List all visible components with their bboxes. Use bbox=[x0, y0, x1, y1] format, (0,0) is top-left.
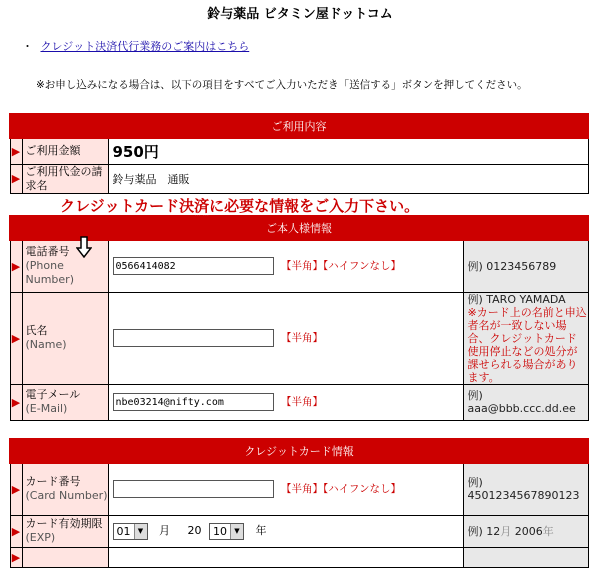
triangle-right-icon: ▶ bbox=[10, 384, 22, 420]
card-number-example-cell bbox=[463, 463, 588, 515]
instructions: ※お申し込みになる場合は、以下の項目をすべてご入力いただき「送信する」ボタンを押してください。 bbox=[36, 79, 528, 91]
personal-header: ご本人様情報 bbox=[10, 216, 588, 240]
exp-label: カード有効期限 bbox=[25, 517, 103, 530]
email-example-cell bbox=[463, 384, 588, 420]
chevron-down-icon: ▼ bbox=[134, 524, 147, 539]
exp-example-year-unit: 年 bbox=[542, 524, 554, 538]
card-number-req: 【半角】【ハイフンなし】 bbox=[281, 483, 402, 496]
next-value-cell bbox=[108, 547, 463, 567]
amount-value: 950円 bbox=[112, 142, 159, 161]
triangle-right-icon: ▶ bbox=[10, 463, 22, 515]
next-example-cell bbox=[463, 547, 588, 567]
next-label-cell bbox=[22, 547, 108, 567]
card-number-example: 4501234567890123 bbox=[467, 489, 580, 503]
arrow-down-icon bbox=[76, 236, 92, 258]
card-number-input[interactable] bbox=[113, 480, 274, 498]
phone-label-cell bbox=[22, 240, 108, 292]
exp-month-unit: 月 bbox=[159, 524, 170, 538]
claim-value: 鈴与薬品 通販 bbox=[108, 164, 588, 193]
amount-label: ご利用金額 bbox=[22, 138, 108, 164]
exp-year-unit: 年 bbox=[255, 524, 267, 538]
exp-example-prefix: 例) 12 bbox=[467, 524, 501, 538]
card-number-example-prefix: 例) bbox=[467, 476, 483, 490]
card-header: クレジットカード情報 bbox=[10, 439, 588, 463]
bullet-icon: ・ bbox=[22, 40, 33, 53]
personal-table bbox=[9, 215, 589, 421]
triangle-right-icon: ▶ bbox=[10, 240, 22, 292]
name-example-cell bbox=[463, 292, 588, 384]
usage-table bbox=[9, 113, 589, 194]
email-input[interactable] bbox=[113, 393, 274, 411]
triangle-right-icon: ▶ bbox=[10, 292, 22, 384]
name-label-cell bbox=[22, 292, 108, 384]
triangle-right-icon: ▶ bbox=[10, 164, 22, 193]
exp-example-year: 2006 bbox=[514, 524, 543, 538]
card-number-label: カード番号 bbox=[25, 475, 81, 489]
exp-label-en: (EXP) bbox=[25, 531, 56, 544]
triangle-right-icon: ▶ bbox=[10, 547, 22, 567]
card-table bbox=[9, 438, 589, 568]
triangle-right-icon: ▶ bbox=[10, 138, 22, 164]
name-note: ※カード上の名前と申込者名が一致しない場合、クレジットカード使用停止などの処分が課せられる場合があります。 bbox=[467, 305, 587, 384]
notice-banner: クレジットカード決済に必要な情報をご入力下さい。 bbox=[60, 197, 420, 215]
page-title: 鈴与薬品 ビタミン屋ドットコム bbox=[207, 7, 393, 22]
phone-req: 【半角】【ハイフンなし】 bbox=[281, 260, 402, 273]
name-label: 氏名 bbox=[25, 324, 48, 337]
exp-month-select[interactable] bbox=[113, 523, 148, 540]
triangle-right-icon: ▶ bbox=[10, 515, 22, 547]
email-label-cell bbox=[22, 384, 108, 420]
email-label: 電子メール bbox=[25, 388, 81, 401]
email-label-en: (E-Mail) bbox=[25, 402, 68, 415]
email-req: 【半角】 bbox=[281, 396, 323, 408]
exp-year-prefix: 20 bbox=[187, 524, 202, 538]
exp-example-month-unit: 月 bbox=[500, 524, 512, 538]
name-input[interactable] bbox=[113, 329, 274, 347]
notice-link[interactable]: クレジット決済代行業務のご案内はこちら bbox=[40, 40, 250, 53]
exp-year-select[interactable] bbox=[209, 523, 244, 540]
phone-example: 例) 0123456789 bbox=[463, 240, 588, 292]
exp-year-value: 10 bbox=[213, 524, 227, 538]
card-number-label-cell bbox=[22, 463, 108, 515]
phone-label-en: (Phone Number) bbox=[25, 259, 74, 287]
email-example: aaa@bbb.ccc.dd.ee bbox=[467, 402, 576, 415]
name-example: 例) TARO YAMADA bbox=[467, 292, 566, 306]
email-example-prefix: 例) bbox=[467, 389, 483, 402]
usage-header: ご利用内容 bbox=[10, 114, 588, 138]
notice-row bbox=[22, 38, 249, 54]
card-number-label-en: (Card Number) bbox=[25, 489, 108, 503]
chevron-down-icon: ▼ bbox=[230, 524, 243, 539]
exp-label-cell bbox=[22, 515, 108, 547]
claim-label: ご利用代金の請求名 bbox=[22, 164, 108, 193]
name-req: 【半角】 bbox=[281, 332, 323, 344]
exp-example-cell bbox=[463, 515, 588, 547]
phone-label: 電話番号 bbox=[25, 245, 70, 259]
name-label-en: (Name) bbox=[25, 338, 67, 351]
exp-month-value: 01 bbox=[116, 524, 131, 538]
phone-input[interactable] bbox=[113, 257, 274, 275]
